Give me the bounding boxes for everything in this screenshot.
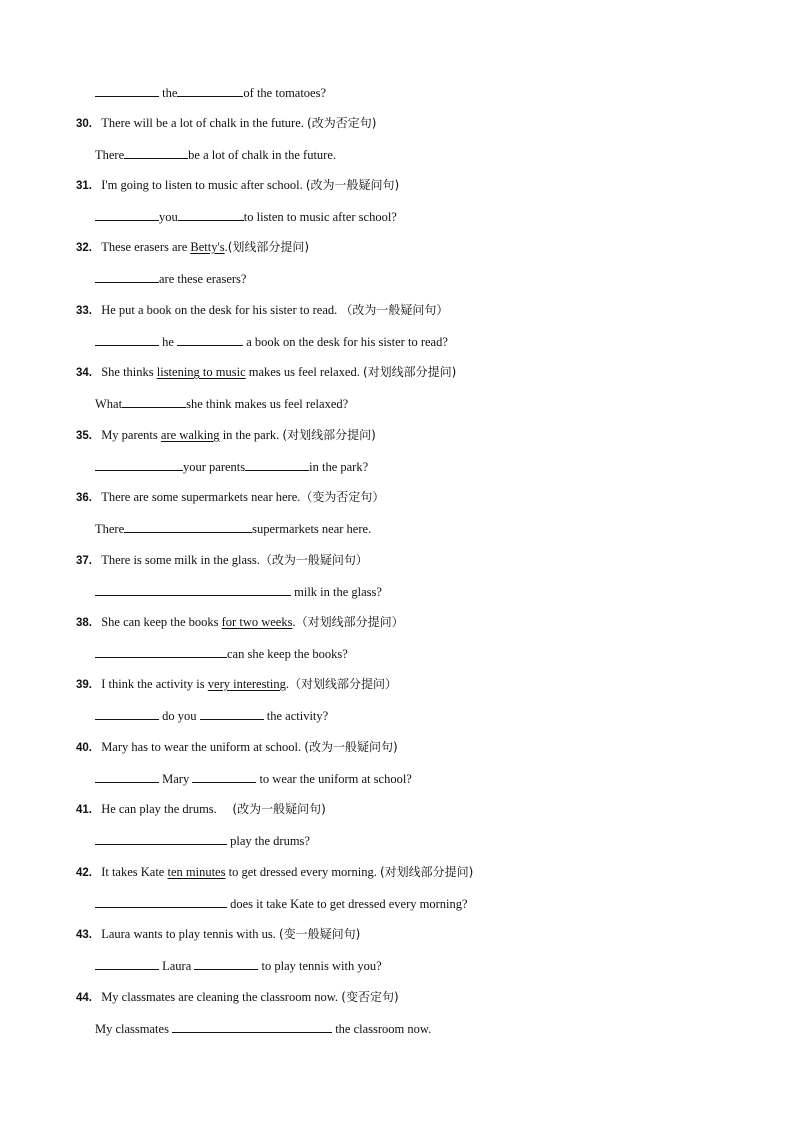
answer-blank[interactable] <box>177 333 243 346</box>
question-39 <box>76 676 397 692</box>
answer-blank[interactable] <box>95 957 159 970</box>
answer-line-43 <box>95 957 382 973</box>
question-text: Laura wants to play tennis with us. <box>101 927 279 941</box>
question-instruction: （改为一般疑问句） <box>340 303 449 317</box>
question-number-dot: . <box>88 242 96 254</box>
question-number: 34 <box>76 367 89 379</box>
underlined-part: are walking <box>160 428 220 442</box>
answer-blank[interactable] <box>95 707 159 720</box>
question-instruction: (对划线部分提问) <box>282 428 376 442</box>
question-instruction: (变否定句) <box>341 990 399 1004</box>
text-segment: are these erasers? <box>159 272 247 286</box>
question-38 <box>76 614 404 630</box>
answer-blank[interactable] <box>95 270 159 283</box>
answer-line-35 <box>95 458 368 474</box>
question-number-dot: . <box>88 367 96 379</box>
question-number: 43 <box>76 929 89 941</box>
answer-blank[interactable] <box>95 84 159 97</box>
answer-blank[interactable] <box>245 458 309 471</box>
question-text: These erasers are <box>101 240 191 254</box>
question-number: 40 <box>76 742 89 754</box>
answer-line-42 <box>95 895 468 911</box>
question-number: 38 <box>76 617 89 629</box>
answer-blank[interactable] <box>194 957 258 970</box>
question-instruction: (划线部分提问) <box>227 240 310 254</box>
question-number-dot: . <box>88 804 96 816</box>
text-segment: she think makes us feel relaxed? <box>186 397 349 411</box>
question-number-dot: . <box>88 867 96 879</box>
question-number: 35 <box>76 430 89 442</box>
question-text-end: . <box>292 615 296 629</box>
question-42 <box>76 864 473 880</box>
text-segment: your parents <box>183 460 246 474</box>
text-segment: There <box>95 148 125 162</box>
question-text: There are some supermarkets near here. <box>101 490 301 504</box>
question-number-dot: . <box>88 617 96 629</box>
question-number: 39 <box>76 679 89 691</box>
answer-blank[interactable] <box>124 520 252 533</box>
question-35 <box>76 427 376 443</box>
answer-blank[interactable] <box>172 1020 332 1033</box>
answer-line-40 <box>95 770 412 786</box>
answer-line-38 <box>95 645 348 661</box>
question-44 <box>76 989 399 1005</box>
answer-blank[interactable] <box>95 832 227 845</box>
question-instruction: （对划线部分提问） <box>289 677 398 691</box>
underlined-part: ten minutes <box>167 865 226 879</box>
answer-blank[interactable] <box>95 208 159 221</box>
answer-blank[interactable] <box>95 458 183 471</box>
question-32 <box>76 239 309 255</box>
answer-line-44 <box>95 1020 431 1036</box>
question-instruction: （对划线部分提问） <box>295 615 404 629</box>
answer-blank[interactable] <box>192 770 256 783</box>
text-segment: There <box>95 522 125 536</box>
question-37 <box>76 552 368 568</box>
question-text: My classmates are cleaning the classroom now. <box>101 990 342 1004</box>
question-number-dot: . <box>88 929 96 941</box>
text-segment: do you <box>159 709 200 723</box>
question-text: It takes Kate <box>101 865 168 879</box>
question-number-dot: . <box>88 118 96 130</box>
question-text-end: in the park. <box>219 428 283 442</box>
text-segment: supermarkets near here. <box>252 522 372 536</box>
answer-line-34 <box>95 395 348 411</box>
answer-blank[interactable] <box>95 770 159 783</box>
question-number: 37 <box>76 555 89 567</box>
question-number-dot: . <box>88 742 96 754</box>
answer-blank[interactable] <box>95 645 227 658</box>
text-segment: milk in the glass? <box>291 585 382 599</box>
question-number: 32 <box>76 242 89 254</box>
text-segment: be a lot of chalk in the future. <box>188 148 337 162</box>
text-segment: Mary <box>159 772 193 786</box>
question-33 <box>76 302 448 318</box>
question-number: 36 <box>76 492 89 504</box>
question-text-end: . <box>224 240 228 254</box>
question-instruction: (改为否定句) <box>307 116 377 130</box>
question-text: I think the activity is <box>101 677 208 691</box>
text-segment: does it take Kate to get dressed every morning? <box>227 897 468 911</box>
question-number: 33 <box>76 305 89 317</box>
question-30 <box>76 115 376 131</box>
question-number-dot: . <box>88 555 96 567</box>
text-segment: Laura <box>159 959 195 973</box>
answer-blank[interactable] <box>124 146 188 159</box>
answer-line-32 <box>95 270 246 286</box>
text-segment: the activity? <box>263 709 329 723</box>
question-text: My parents <box>101 428 161 442</box>
text-segment: can she keep the books? <box>227 647 348 661</box>
question-text: She thinks <box>101 365 157 379</box>
question-number: 41 <box>76 804 89 816</box>
question-text: Mary has to wear the uniform at school. <box>101 740 305 754</box>
question-number-dot: . <box>88 679 96 691</box>
answer-line-37 <box>95 583 382 599</box>
underlined-part: for two weeks <box>221 615 293 629</box>
underlined-part: listening to music <box>156 365 246 379</box>
question-instruction: (改为一般疑问句) <box>305 178 400 192</box>
question-34 <box>76 364 456 380</box>
question-number-dot: . <box>88 180 96 192</box>
text-segment: to wear the uniform at school? <box>256 772 412 786</box>
answer-line-31 <box>95 208 397 224</box>
question-number: 30 <box>76 118 89 130</box>
question-instruction: (对划线部分提问) <box>362 365 457 379</box>
answer-line-33 <box>95 333 448 349</box>
question-text: He can play the drums. <box>101 802 233 816</box>
text-segment: you <box>159 210 178 224</box>
question-instruction: (对划线部分提问) <box>379 865 474 879</box>
question-text: He put a book on the desk for his sister to read. <box>101 303 341 317</box>
text-segment: to play tennis with you? <box>258 959 382 973</box>
question-31 <box>76 177 399 193</box>
answer-blank[interactable] <box>95 583 291 596</box>
text-segment: the <box>159 86 178 100</box>
answer-line-30 <box>95 146 336 162</box>
question-number-dot: . <box>88 305 96 317</box>
question-instruction: （变为否定句） <box>300 490 385 504</box>
text-segment: the classroom now. <box>332 1022 432 1036</box>
question-text: I'm going to listen to music after school. <box>101 178 306 192</box>
text-segment: play the drums? <box>227 834 310 848</box>
question-instruction: (改为一般疑问句) <box>304 740 398 754</box>
question-text: There will be a lot of chalk in the future. <box>101 116 308 130</box>
question-text: There is some milk in the glass. <box>101 553 260 567</box>
text-segment: My classmates <box>95 1022 173 1036</box>
answer-blank[interactable] <box>95 333 159 346</box>
question-text-end: makes us feel relaxed. <box>245 365 363 379</box>
answer-line-41 <box>95 832 310 848</box>
answer-blank[interactable] <box>200 707 264 720</box>
text-segment: in the park? <box>309 460 369 474</box>
question-number-dot: . <box>88 492 96 504</box>
question-text-end: . <box>285 677 290 691</box>
question-instruction: (变一般疑问句) <box>278 927 361 941</box>
answer-line-36 <box>95 520 371 536</box>
underlined-part: Betty's <box>190 240 225 254</box>
question-number: 42 <box>76 867 89 879</box>
text-segment: he <box>159 335 178 349</box>
answer-line-39 <box>95 707 328 723</box>
answer-blank[interactable] <box>95 895 227 908</box>
question-number-dot: . <box>88 430 96 442</box>
question-number: 44 <box>76 992 89 1004</box>
question-number: 31 <box>76 180 89 192</box>
answer-blank[interactable] <box>178 208 244 221</box>
answer-blank[interactable] <box>177 84 243 97</box>
text-segment: What <box>95 397 123 411</box>
question-instruction: (改为一般疑问句) <box>232 802 326 816</box>
answer-line-29 <box>95 84 326 100</box>
text-segment: a book on the desk for his sister to read? <box>243 335 448 349</box>
question-40 <box>76 739 398 755</box>
question-36 <box>76 489 384 505</box>
question-instruction: （改为一般疑问句） <box>259 553 368 567</box>
question-43 <box>76 926 360 942</box>
question-text-end: to get dressed every morning. <box>225 865 380 879</box>
text-segment: to listen to music after school? <box>243 210 397 224</box>
question-text: She can keep the books <box>101 615 222 629</box>
text-segment: of the tomatoes? <box>243 86 327 100</box>
question-41 <box>76 801 326 817</box>
question-number-dot: . <box>88 992 96 1004</box>
answer-blank[interactable] <box>122 395 186 408</box>
underlined-part: very interesting <box>207 677 286 691</box>
